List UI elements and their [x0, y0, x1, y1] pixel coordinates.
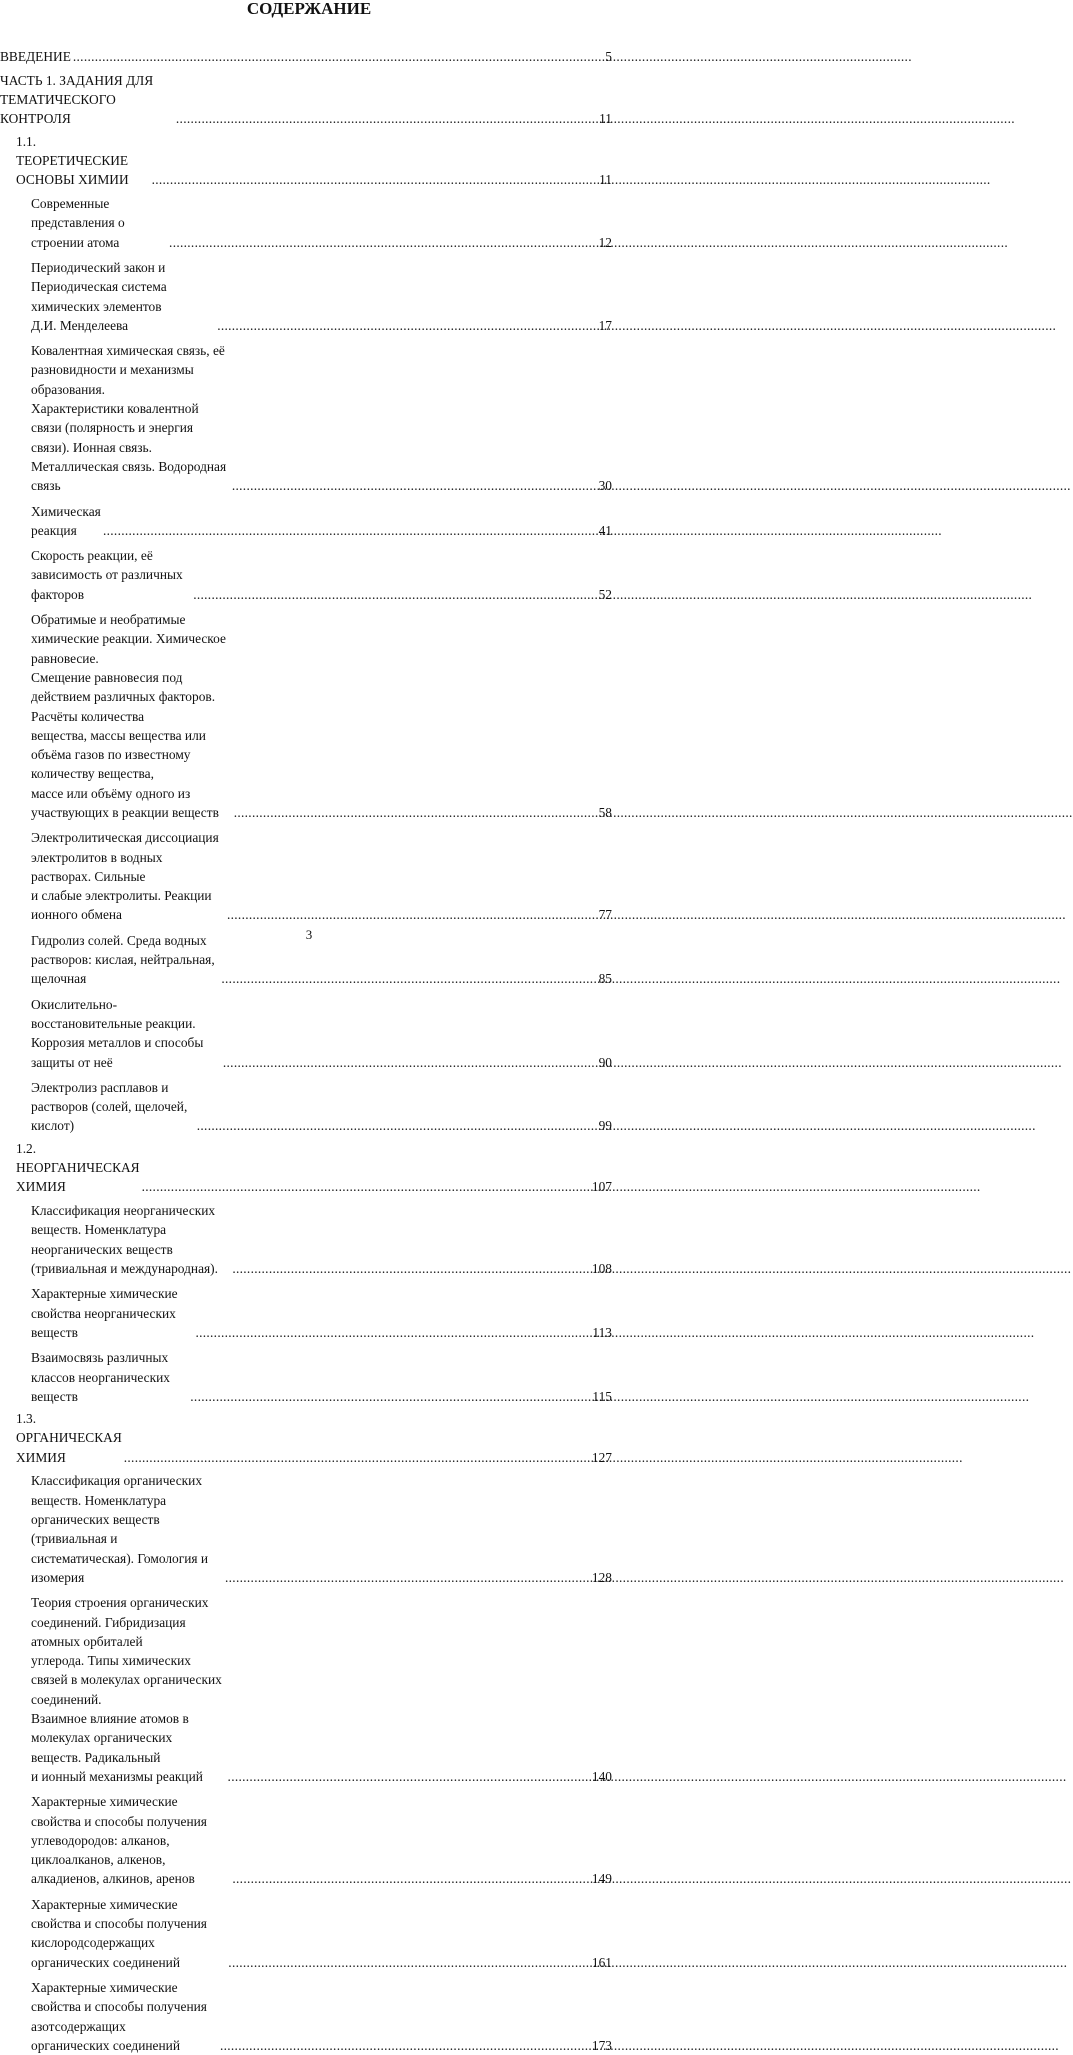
dot-leader: [195, 1323, 590, 1342]
toc-page-number: 11: [599, 111, 612, 127]
toc-entry-reaction-rate[interactable]: [0, 546, 612, 604]
toc-page-number: 17: [598, 317, 612, 333]
toc-page-number: 52: [598, 586, 612, 602]
toc-entry-inorganic-properties[interactable]: [0, 1284, 612, 1342]
dot-leader: [234, 803, 597, 822]
toc-page-number: 41: [598, 522, 612, 538]
page-title: СОДЕРЖАНИЕ: [246, 0, 372, 18]
dot-leader: [232, 1869, 590, 1888]
toc-page-number: 5: [605, 49, 612, 64]
toc-entry-electrolysis[interactable]: [0, 1078, 612, 1136]
toc-entry-section-1-1[interactable]: [0, 132, 612, 190]
toc-entry-organic-structure-theory[interactable]: [0, 1593, 612, 1786]
toc-page-number: 11: [599, 172, 612, 188]
toc-entry-title: Характерные химические свойства и способы получения азотсодержащих органических соединений: [31, 1979, 207, 2053]
toc-page-number: 161: [591, 1954, 612, 1970]
toc-page-number: 58: [598, 804, 612, 820]
toc-entry-title: Периодический закон и Периодическая система химических элементов Д.И. Менделеева: [31, 259, 167, 333]
dot-leader: [217, 316, 596, 335]
toc-entry-inorganic-classification[interactable]: [0, 1201, 612, 1278]
toc-entry-title: Взаимосвязь различных классов неорганических веществ: [31, 1350, 170, 1404]
toc-page-number: 128: [591, 1569, 612, 1585]
toc-entry-title: 1.3. ОРГАНИЧЕСКАЯ ХИМИЯ: [16, 1411, 122, 1465]
toc-entry-section-1-2[interactable]: [0, 1139, 612, 1197]
toc-entry-title: Классификация органических веществ. Номенклатура органических веществ (тривиальная и систематическая). Гомология и изомерия: [31, 1473, 209, 1585]
dot-leader: [152, 170, 598, 189]
toc-entry-inorganic-relations[interactable]: [0, 1348, 612, 1406]
toc-page-number: 107: [591, 1179, 612, 1195]
toc-entry-title: Окислительно-восстановительные реакции. Коррозия металлов и способы защиты от неё: [31, 996, 204, 1070]
toc-entry-title: Характерные химические свойства и способы получения кислородсодержащих органических соединений: [31, 1896, 207, 1970]
toc-entry-nitrogen-compounds[interactable]: [0, 1978, 612, 2055]
toc-entry-title: 1.1. ТЕОРЕТИЧЕСКИЕ ОСНОВЫ ХИМИИ: [16, 133, 129, 188]
toc-page-number: 30: [598, 478, 612, 494]
toc-entry-title: ВВЕДЕНИЕ: [0, 49, 71, 64]
dot-leader: [142, 1177, 590, 1196]
page-number: 3: [305, 927, 313, 942]
toc-entry-redox[interactable]: [0, 995, 612, 1072]
toc-page-number: 99: [598, 1118, 612, 1134]
dot-leader: [197, 1116, 597, 1135]
toc-page-number: 140: [591, 1768, 612, 1784]
toc-entry-title: Электролиз расплавов и растворов (солей, щелочей, кислот): [31, 1079, 188, 1134]
toc-entry-hydrocarbons[interactable]: [0, 1792, 612, 1888]
dot-leader: [103, 521, 597, 540]
toc-entry-atom-structure[interactable]: [0, 194, 612, 252]
toc-entry-chemical-bond[interactable]: [0, 341, 612, 495]
toc-entry-dissociation[interactable]: [0, 828, 612, 924]
toc-page-number: 173: [591, 2037, 612, 2053]
toc-entry-section-1-3[interactable]: [0, 1409, 612, 1467]
toc-entry-part-1[interactable]: [0, 71, 612, 129]
toc-entry-title: ЧАСТЬ 1. ЗАДАНИЯ ДЛЯ ТЕМАТИЧЕСКОГО КОНТРОЛЯ: [0, 72, 154, 127]
toc-page-number: 90: [598, 1054, 612, 1070]
toc-entry-oxygen-compounds[interactable]: [0, 1895, 612, 1972]
dot-leader: [232, 1259, 590, 1278]
toc-entry-periodic-law[interactable]: [0, 258, 612, 335]
dot-leader: [223, 1053, 597, 1072]
toc-page-number: 108: [591, 1261, 612, 1277]
toc-entry-organic-classification[interactable]: [0, 1471, 612, 1587]
dot-leader: [220, 2036, 590, 2055]
toc-entry-title: Обратимые и необратимые химические реакции. Химическое равновесие. Смещение равновесия под действием различных факторов. Расчёты количества вещества, массы вещества или объёма газов по известному количеству вещества, массе или объёму одного из участвующих в реакции веществ: [31, 612, 226, 820]
toc-entry-title: Химическая реакция: [31, 503, 101, 538]
toc-entry-chemical-reaction[interactable]: [0, 502, 612, 541]
toc-entry-title: Характерные химические свойства и способы получения углеводородов: алканов, циклоалканов, алкенов, алкадиенов, алкинов, аренов: [31, 1794, 207, 1887]
dot-leader: [190, 1387, 590, 1406]
toc-page-number: 149: [591, 1871, 612, 1887]
toc-page-number: 12: [598, 234, 612, 250]
dot-leader: [227, 905, 597, 924]
dot-leader: [228, 1767, 590, 1786]
toc-entry-introduction[interactable]: [0, 47, 612, 66]
dot-leader: [225, 1568, 590, 1587]
dot-leader: [124, 1448, 590, 1467]
toc-page-number: 127: [591, 1449, 612, 1465]
dot-leader: [228, 1953, 590, 1972]
table-of-contents: [0, 47, 612, 2055]
toc-entry-title: 1.2. НЕОРГАНИЧЕСКАЯ ХИМИЯ: [16, 1140, 140, 1195]
dot-leader: [232, 476, 597, 495]
toc-entry-title: Ковалентная химическая связь, её разновидности и механизмы образования. Характеристики ковалентной связи (полярность и энергия связи). Ионная связь. Металлическая связь. Водородная связь: [31, 343, 227, 494]
toc-entry-equilibrium[interactable]: [0, 610, 612, 822]
dot-leader: [73, 47, 603, 66]
toc-entry-title: Скорость реакции, её зависимость от различных факторов: [31, 548, 183, 602]
toc-entry-title: Теория строения органических соединений. Гибридизация атомных орбиталей углерода. Типы химических связей в молекулах органических соединений. Взаимное влияние атомов в молекулах органических веществ. Радикальный и ионный механизмы реакций: [31, 1595, 222, 1784]
dot-leader: [221, 969, 596, 988]
toc-entry-title: Гидролиз солей. Среда водных растворов: кислая, нейтральная, щелочная: [31, 932, 215, 987]
toc-page-number: 77: [598, 907, 612, 923]
toc-page-number: 115: [592, 1388, 612, 1404]
toc-page-number: 85: [598, 971, 612, 987]
toc-entry-title: Характерные химические свойства неорганических веществ: [31, 1286, 178, 1340]
dot-leader: [176, 109, 597, 128]
toc-entry-title: Классификация неорганических веществ. Номенклатура неорганических веществ (тривиальная и международная).: [31, 1203, 218, 1277]
dot-leader: [193, 585, 596, 604]
toc-entry-title: Электролитическая диссоциация электролитов в водных растворах. Сильные и слабые электролиты. Реакции ионного обмена: [31, 830, 219, 923]
toc-entry-title: Современные представления о строении атома: [31, 196, 125, 250]
dot-leader: [169, 233, 597, 252]
toc-page-number: 113: [592, 1324, 612, 1340]
